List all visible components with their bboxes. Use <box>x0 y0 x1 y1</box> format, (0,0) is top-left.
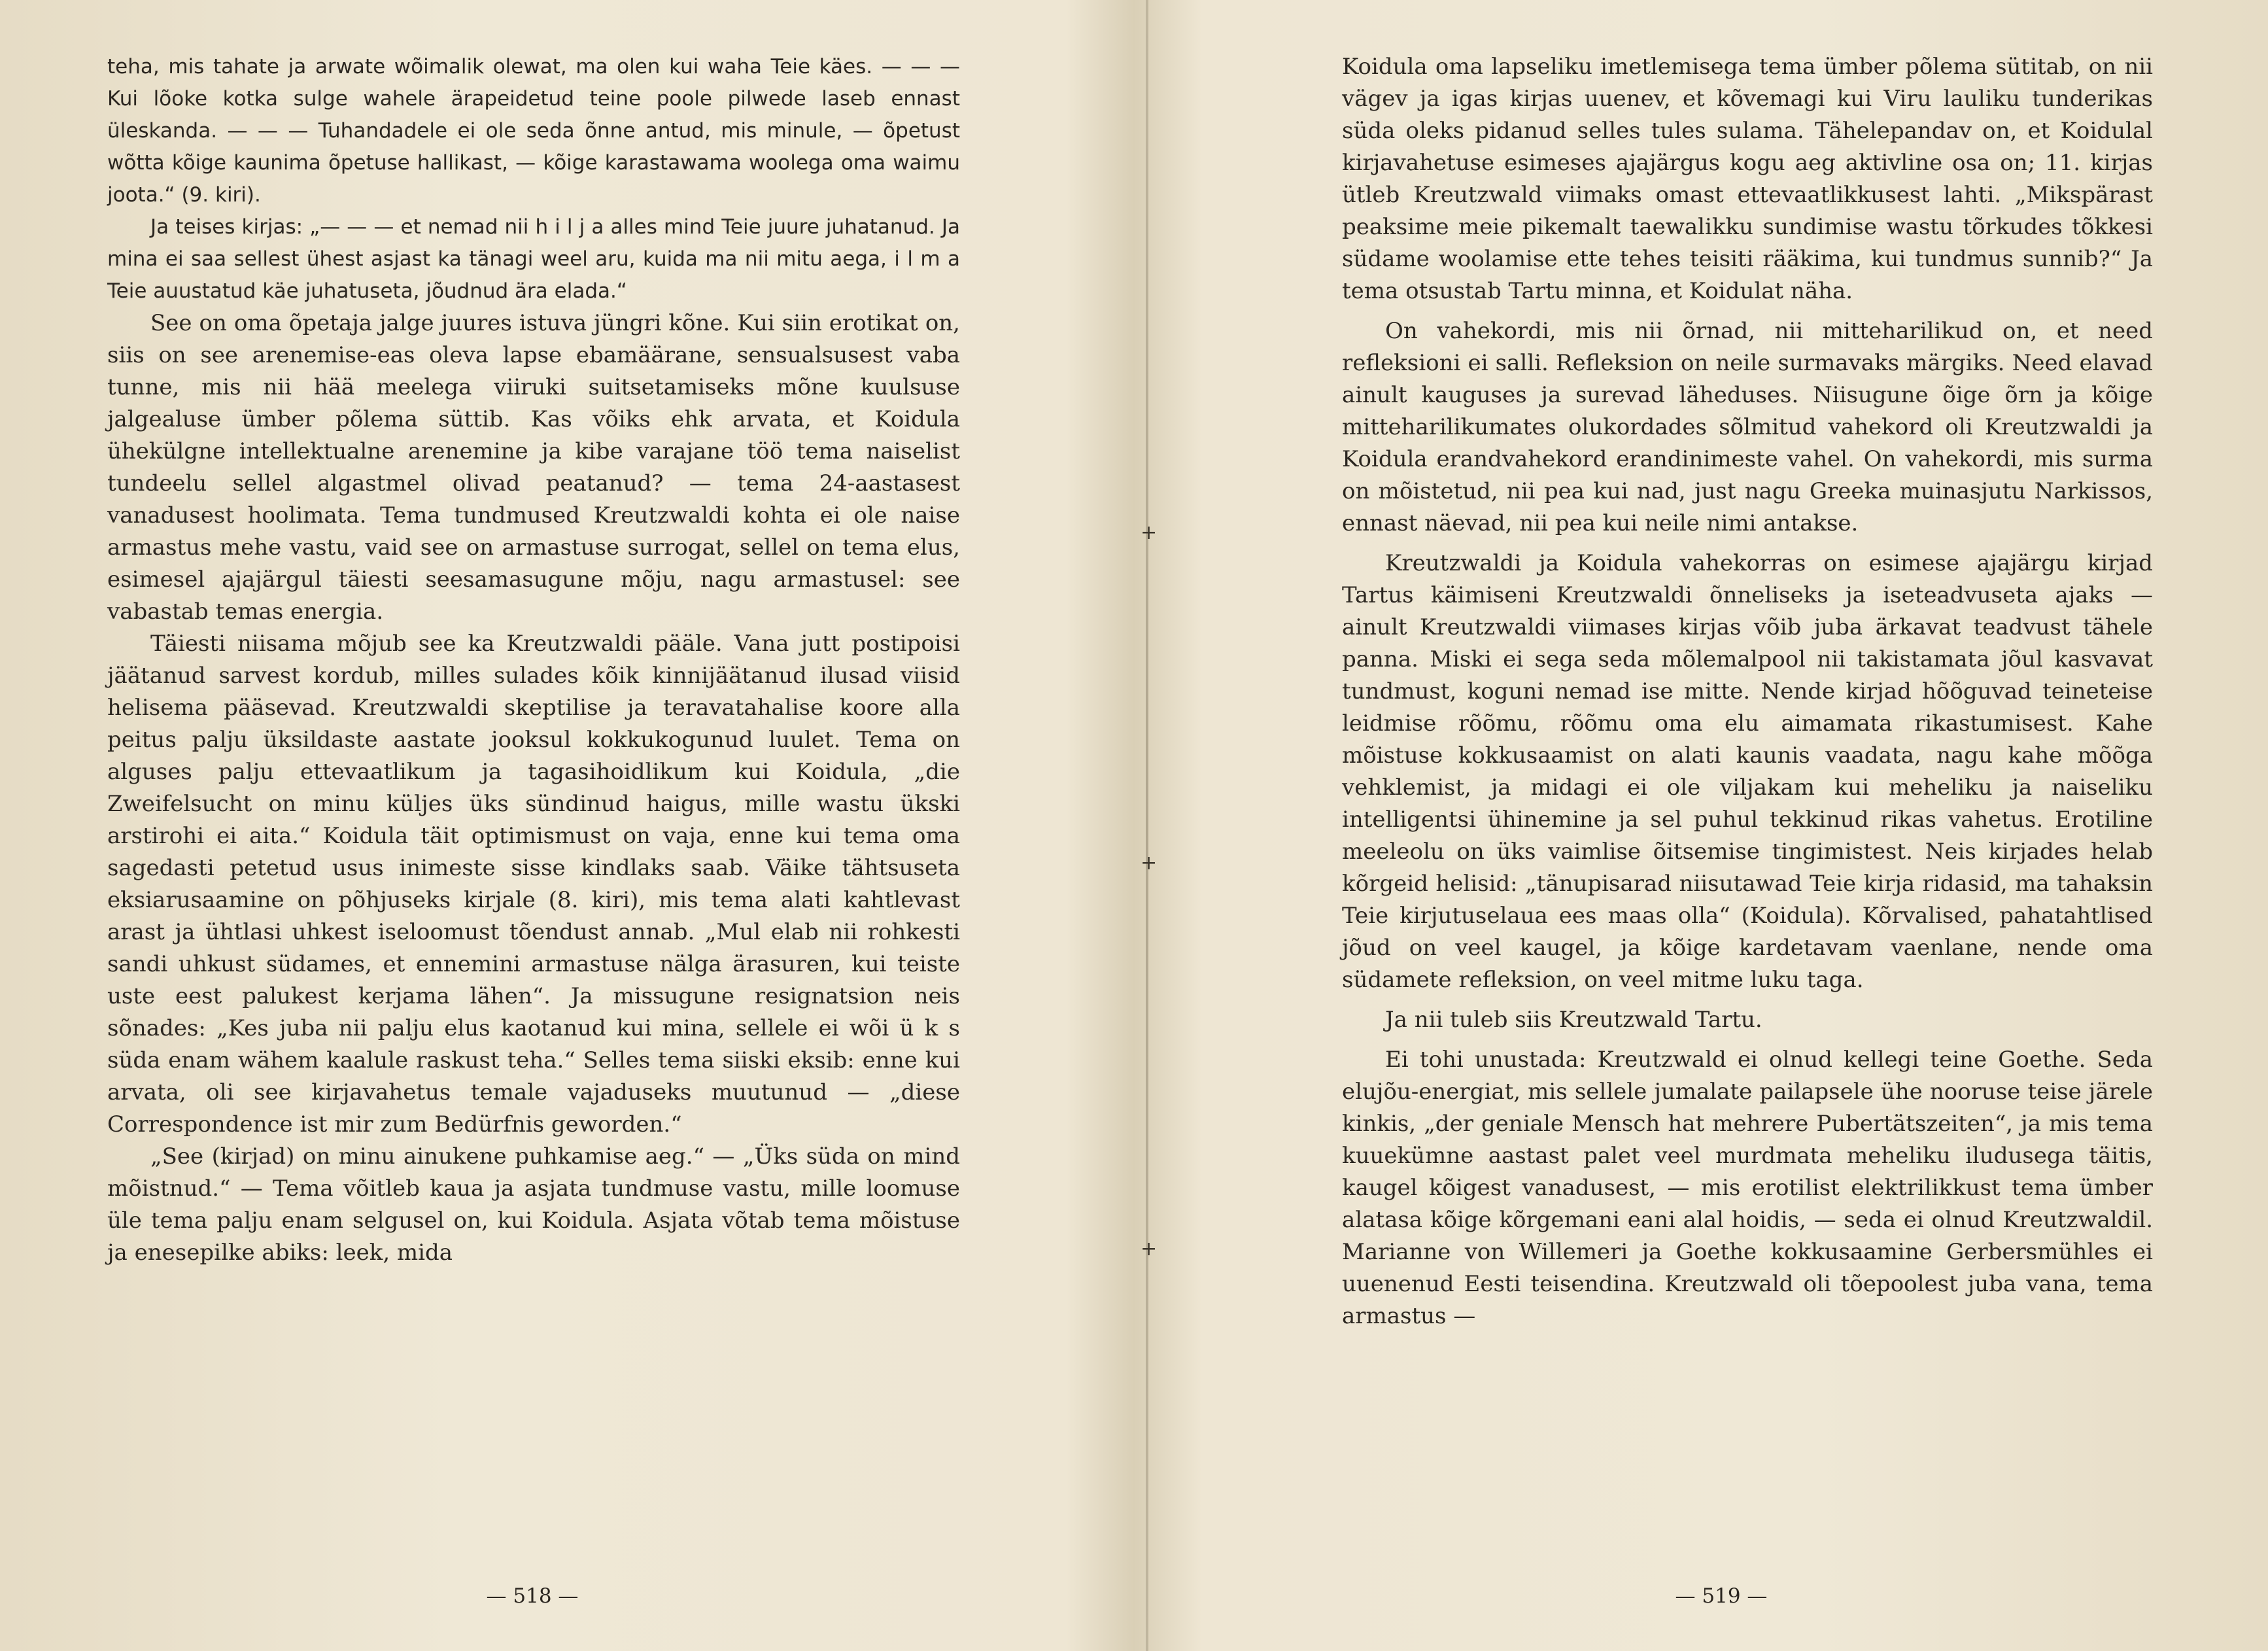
right-paragraph: Kreutzwaldi ja Koidula vahekorras on esimese ajajärgu kirjad Tartus käimiseni Kreutzwaldi õnneliseks ja iseteadvuseta ajaks — ainult Kreutzwaldi viimases kirjas võib juba ärkavat teadvust tähele panna. Miski ei sega seda mõlemalpool nii takistamata jõul kasvavat tundmust, koguni nemad ise mitte. Nende kirjad hõõguvad teineteise leidmise rõõmu, rõõmu oma elu aimamata rikastumisest. Kahe mõistuse kokkusaamist on alati kaunis vaadata, nagu kahe mõõga vehklemist, ja midagi ei ole viljakam kui meheliku ja naiseliku intelligentsi ühinemine ja sel puhul tekkinud rikas vahetus. Erotiline meeleolu on üks vaimlise õitsemise tingimistest. Neis kirjades helab kõrgeid helisid: „tänupisarad niisutawad Teie kirja ridasid, ma tahaksin Teie kirjutuselaua ees maas olla“ (Koidula). Kõrvalised, pahatahtlised jõud on veel kaugel, ja kõige kardetavam vaenlane, nende oma südamete refleksion, on veel mitme luku taga. <box>1342 550 2153 993</box>
right-paragraph: Ja nii tuleb siis Kreutzwald Tartu. <box>1385 1007 1762 1033</box>
right-page <box>1342 51 2153 1332</box>
book-gutter <box>1146 0 1148 1651</box>
right-paragraph: Ei tohi unustada: Kreutzwald ei olnud kellegi teine Goethe. Seda elujõu-energiat, mis sellele jumalate pailapsele ühe nooruse teise järele kinkis, „der geniale Mensch hat mehrere Pubertätszeiten“, ja mis tema kuuekümne aastast palet veel murdmata meheliku iludusega täitis, kaugel kõigest vanadusest, — mis erotilist elektrilikkust tema ümber alatasa kõige kõrgemani eani alal hoidis, — seda ei olnud Kreutzwaldil. Marianne von Willemeri ja Goethe kokkusaamine Gerbersmühles ei uuenenud Eesti teisendina. Kreutzwald oli tõepoolest juba vana, tema armastus — <box>1342 1047 2153 1329</box>
left-paragraph: „See (kirjad) on minu ainukene puhkamise aeg.“ — „Üks süda on mind mõistnud.“ — Tema võitleb kaua ja asjata tundmuse vastu, mille loomuse üle tema palju enam selgusel on, kui Koidula. Asjata võtab tema mõistuse ja enesepilke abiks: leek, mida <box>107 1143 960 1266</box>
left-paragraph: Täiesti niisama mõjub see ka Kreutzwaldi pääle. Vana jutt postipoisi jäätanud sarvest kordub, milles sulades kõik kinnijäätanud ilusad viisid helisema pääsevad. Kreutzwaldi skeptilise ja teravatahalise koore alla peitus palju üksildaste aastate jooksul kokkukogunud luulet. Tema on alguses palju ettevaatlikum ja tagasihoidlikum kui Koidula, „die Zweifelsucht on minu küljes üks sündinud haigus, mille wastu ükski arstirohi ei aita.“ Koidula täit optimismust on vaja, enne kui tema oma sagedasti petetud usus inimeste sisse kindlaks saab. Väike tähtsuseta eksiarusaamine on põhjuseks kirjale (8. kiri), mis tema alati kahtlevast arast ja ühtlasi uhkest iseloomust tõendust annab. „Mul elab nii rohkesti sandi uhkust südames, et ennemini armastuse nälga ärasuren, kui teiste uste eest palukest kerjama lähen“. Ja missugune resignatsion neis sõnades: „Kes juba nii palju elus kaotanud kui mina, sellele ei wõi ü k s süda enam wähem kaalule raskust teha.“ Selles tema siiski eksib: enne kui arvata, oli see kirjavahetus temale vajaduseks muutunud — „diese Correspondence ist mir zum Bedürfnis geworden.“ <box>107 631 960 1138</box>
right-paragraph: Koidula oma lapseliku imetlemisega tema ümber põlema sütitab, on nii vägev ja igas kirjas uuenev, et kõvemagi kui Viru lauliku tunderikas süda oleks pidanud selles tules sulama. Tähelepandav on, et Koidulal kirjavahetuse esimeses ajajärgus kogu aeg aktivline osa on; 11. kirjas ütleb Kreutzwald viimaks omast ettevaatlikkusest lahti. „Mikspärast peaksime meie pikemalt taewalikku sundimise wastu tõrkudes tõkkesi südame woolamise ette tehes teisiti rääkima, kui tundmus sunnib?“ Ja tema otsustab Tartu minna, et Koidulat näha. <box>1342 54 2153 304</box>
binding-stitch: + <box>1141 521 1158 544</box>
binding-stitch: + <box>1141 1238 1158 1260</box>
left-paragraph: teha, mis tahate ja arwate wõimalik olewat, ma olen kui waha Teie käes. — — — Kui lõoke kotka sulge wahele ärapeidetud teine poole pilwede laseb ennast üleskanda. — — — Tuhandadele ei ole seda õnne antud, mis minule, — õpetust wõtta kõige kaunima õpetuse hallikast, — kõige karastawama woolega oma waimu joota.“ (9. kiri). <box>107 55 960 207</box>
binding-stitch: + <box>1141 852 1158 875</box>
left-page <box>107 51 960 1269</box>
right-paragraph: On vahekordi, mis nii õrnad, nii mitteharilikud on, et need refleksioni ei salli. Refleksion on neile surmavaks märgiks. Need elavad ainult kauguses ja surevad läheduses. Niisugune õige õrn ja kõige mitteharilikumates olukordades sõlmitud vahekord oli Kreutzwaldi ja Koidula erandvahekord erandinimeste vahel. On vahekordi, mis surma on mõistetud, nii pea kui nad, just nagu Greeka muinasjutu Narkissos, ennast näevad, nii pea kui neile nimi antakse. <box>1342 318 2153 536</box>
page-number-right: — 519 — <box>1675 1584 1768 1608</box>
page-number-left: — 518 — <box>486 1584 579 1608</box>
left-paragraph: Ja teises kirjas: „— — — et nemad nii h i l j a alles mind Teie juure juhatanud. Ja mina ei saa sellest ühest asjast ka tänagi weel aru, kuida ma nii mitu aega, i l m a Teie auustatud käe juhatuseta, jõudnud ära elada.“ <box>107 215 960 303</box>
left-paragraph: See on oma õpetaja jalge juures istuva jüngri kõne. Kui siin erotikat on, siis on see arenemise-eas oleva lapse ebamäärane, sensualsusest vaba tunne, mis nii hää meelega viiruki suitsetamiseks mõne kuulsuse jalgealuse ümber põlema süttib. Kas võiks ehk arvata, et Koidula ühekülgne intellektualne arenemine ja kibe varajane töö tema naiselist tundeelu sellel algastmel olivad peatanud? — tema 24-aastasest vanadusest hoolimata. Tema tundmused Kreutzwaldi kohta ei ole naise armastus mehe vastu, vaid see on armastuse surrogat, sellel on tema elus, esimesel ajajärgul täiesti seesamasugune mõju, nagu armastusel: see vabastab temas energia. <box>107 310 960 625</box>
